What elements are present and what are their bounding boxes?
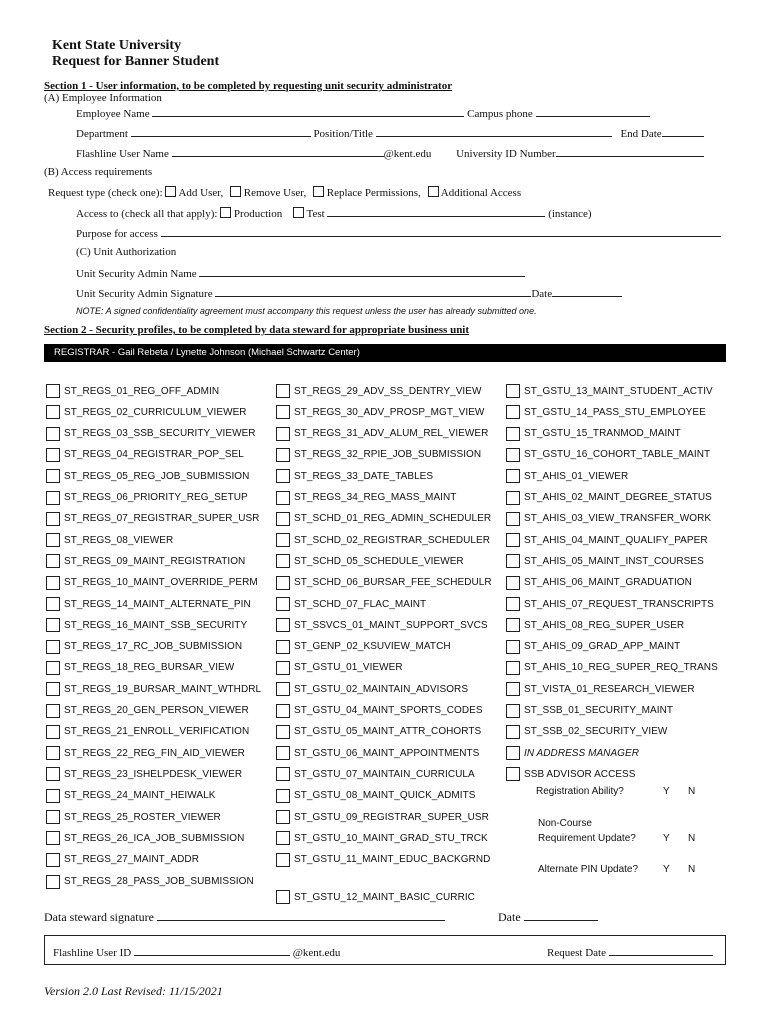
profile-item xyxy=(506,531,708,549)
profile-checkbox[interactable] xyxy=(506,661,520,675)
profile-item xyxy=(46,595,251,613)
profile-item xyxy=(46,659,234,677)
profile-item xyxy=(46,382,219,400)
profile-checkbox[interactable] xyxy=(276,618,290,632)
remove-user-label: Remove User, xyxy=(243,187,307,199)
version-label: Version 2.0 Last Revised: 11/15/2021 xyxy=(44,984,223,998)
profile-label: ST_GSTU_11_MAINT_EDUC_BACKGRND xyxy=(294,854,491,866)
profile-checkbox[interactable] xyxy=(506,576,520,590)
profile-checkbox[interactable] xyxy=(276,448,290,462)
profile-item xyxy=(506,723,667,741)
replace-permissions-label: Replace Permissions, xyxy=(326,187,421,199)
profile-label: IN ADDRESS MANAGER xyxy=(524,747,639,759)
profile-checkbox[interactable] xyxy=(506,554,520,568)
profile-item xyxy=(276,510,491,528)
flashline-user-name-field[interactable] xyxy=(172,146,384,157)
profile-item xyxy=(506,595,714,613)
profile-item xyxy=(276,659,403,677)
profile-item xyxy=(46,829,244,847)
request-type-row xyxy=(48,186,521,199)
data-steward-date-row xyxy=(498,910,598,925)
profile-checkbox[interactable] xyxy=(46,427,60,441)
at-kent-label: @kent.edu xyxy=(383,148,432,160)
profile-checkbox[interactable] xyxy=(276,890,290,904)
profile-label: ST_REGS_14_MAINT_ALTERNATE_PIN xyxy=(64,598,251,610)
add-user-label: Add User, xyxy=(178,187,224,199)
unit-admin-name-field[interactable] xyxy=(199,266,525,277)
employee-info-label: (A) Employee Information xyxy=(44,92,162,104)
data-steward-signature-field[interactable] xyxy=(157,910,445,921)
profile-checkbox[interactable] xyxy=(506,767,520,781)
profile-checkbox[interactable] xyxy=(276,469,290,483)
profile-item xyxy=(506,574,692,592)
profile-label: ST_SCHD_07_FLAC_MAINT xyxy=(294,598,427,610)
profile-label: ST_REGS_25_ROSTER_VIEWER xyxy=(64,811,221,823)
access-to-label: Access to (check all that apply): xyxy=(76,208,218,220)
profile-checkbox[interactable] xyxy=(46,640,60,654)
profile-checkbox[interactable] xyxy=(46,661,60,675)
profile-checkbox[interactable] xyxy=(276,405,290,419)
unit-admin-name-row xyxy=(76,266,525,280)
registration-ability-yes[interactable]: Y xyxy=(663,786,670,797)
confidentiality-note: NOTE: A signed confidentiality agreement must accompany this request unless the user has already submitted one. xyxy=(76,306,537,316)
additional-access-checkbox[interactable] xyxy=(428,186,439,197)
profile-checkbox[interactable] xyxy=(46,554,60,568)
profile-checkbox[interactable] xyxy=(46,746,60,760)
profile-label: ST_GSTU_02_MAINTAIN_ADVISORS xyxy=(294,683,469,695)
university-name: Kent State University xyxy=(52,38,182,53)
non-course-label-2: Requirement Update? xyxy=(538,833,636,844)
profile-item xyxy=(276,382,481,400)
profile-checkbox[interactable] xyxy=(276,789,290,803)
data-steward-date-label: Date xyxy=(498,910,521,924)
profile-label: ST_AHIS_05_MAINT_INST_COURSES xyxy=(524,555,704,567)
department-field[interactable] xyxy=(131,126,311,137)
employee-name-field[interactable] xyxy=(152,106,464,117)
profile-item xyxy=(46,638,242,656)
profile-checkbox[interactable] xyxy=(506,469,520,483)
footer-box xyxy=(44,935,726,965)
profile-item xyxy=(276,595,426,613)
profile-item xyxy=(276,723,481,741)
request-date-row xyxy=(547,945,713,959)
profile-label: ST_GSTU_05_MAINT_ATTR_COHORTS xyxy=(294,726,482,738)
unit-admin-signature-row xyxy=(76,286,622,300)
section2-heading: Section 2 - Security profiles, to be completed by data steward for appropriate business unit xyxy=(44,324,470,336)
profile-item xyxy=(276,489,456,507)
employee-name-label: Employee Name xyxy=(76,108,150,120)
profile-checkbox[interactable] xyxy=(506,427,520,441)
profile-checkbox[interactable] xyxy=(506,640,520,654)
profile-label: ST_REGS_27_MAINT_ADDR xyxy=(64,854,199,866)
profile-label: ST_REGS_23_ISHELPDESK_VIEWER xyxy=(64,768,243,780)
additional-access-label: Additional Access xyxy=(440,187,522,199)
profile-item xyxy=(276,787,476,805)
profile-label: ST_REGS_16_MAINT_SSB_SECURITY xyxy=(64,619,248,631)
profile-checkbox[interactable] xyxy=(46,597,60,611)
profile-label: ST_REGS_01_REG_OFF_ADMIN xyxy=(64,385,220,397)
profile-checkbox[interactable] xyxy=(46,576,60,590)
profile-label: ST_REGS_21_ENROLL_VERIFICATION xyxy=(64,726,250,738)
profile-label: ST_REGS_08_VIEWER xyxy=(64,534,174,546)
profile-label: ST_REGS_22_REG_FIN_AID_VIEWER xyxy=(64,747,245,759)
profile-checkbox[interactable] xyxy=(46,469,60,483)
position-title-label: Position/Title xyxy=(313,128,373,140)
profile-checkbox[interactable] xyxy=(276,725,290,739)
profile-label: ST_SCHD_05_SCHEDULE_VIEWER xyxy=(294,555,464,567)
profile-item xyxy=(276,888,475,906)
profile-label: ST_SSB_01_SECURITY_MAINT xyxy=(524,705,674,716)
profile-checkbox[interactable] xyxy=(276,512,290,526)
position-title-field[interactable] xyxy=(376,126,612,137)
profile-item xyxy=(276,808,489,826)
unit-admin-date-field[interactable] xyxy=(552,286,622,297)
profile-label: ST_GSTU_08_MAINT_QUICK_ADMITS xyxy=(294,790,476,802)
profile-item xyxy=(46,851,199,869)
instance-field[interactable] xyxy=(327,206,545,217)
profile-checkbox[interactable] xyxy=(46,512,60,526)
profile-checkbox[interactable] xyxy=(46,682,60,696)
profile-checkbox[interactable] xyxy=(276,427,290,441)
profile-item xyxy=(276,531,490,549)
profile-checkbox[interactable] xyxy=(506,682,520,696)
unit-authorization-label: (C) Unit Authorization xyxy=(76,246,177,258)
profile-label: ST_GSTU_15_TRANMOD_MAINT xyxy=(524,428,681,440)
instance-label: (instance) xyxy=(548,208,592,220)
profile-item xyxy=(506,765,636,783)
profile-checkbox[interactable] xyxy=(276,831,290,845)
profile-checkbox[interactable] xyxy=(46,853,60,867)
profile-label: ST_SCHD_01_REG_ADMIN_SCHEDULER xyxy=(294,513,492,525)
profile-label: ST_AHIS_09_GRAD_APP_MAINT xyxy=(524,641,681,653)
profile-checkbox[interactable] xyxy=(506,618,520,632)
profile-item xyxy=(46,446,244,464)
profile-item xyxy=(506,659,718,677)
add-user-checkbox[interactable] xyxy=(165,186,176,197)
profile-label: ST_REGS_31_ADV_ALUM_REL_VIEWER xyxy=(294,428,489,440)
request-type-label: Request type (check one): xyxy=(48,187,163,199)
profile-item xyxy=(46,723,249,741)
profile-checkbox[interactable] xyxy=(46,789,60,803)
profile-checkbox[interactable] xyxy=(276,576,290,590)
unit-admin-name-label: Unit Security Admin Name xyxy=(76,268,197,280)
profile-label: ST_GSTU_12_MAINT_BASIC_CURRIC xyxy=(294,891,475,903)
profile-checkbox[interactable] xyxy=(506,384,520,398)
profile-item xyxy=(276,680,468,698)
profile-item xyxy=(46,680,261,698)
profile-label: ST_AHIS_02_MAINT_DEGREE_STATUS xyxy=(524,492,712,503)
profile-item xyxy=(276,744,479,762)
profile-item xyxy=(506,744,639,762)
profile-checkbox[interactable] xyxy=(276,767,290,781)
profile-item xyxy=(506,403,706,421)
profile-label: ST_REGS_20_GEN_PERSON_VIEWER xyxy=(64,705,249,716)
purpose-row xyxy=(76,226,721,240)
profile-label: ST_REGS_10_MAINT_OVERRIDE_PERM xyxy=(64,577,258,589)
profile-item xyxy=(46,531,173,549)
profile-checkbox[interactable] xyxy=(46,618,60,632)
profile-item xyxy=(276,552,464,570)
profile-checkbox[interactable] xyxy=(276,554,290,568)
profile-item xyxy=(276,403,484,421)
profile-item xyxy=(46,765,242,783)
unit-admin-date-label: Date xyxy=(531,288,553,300)
profile-label: ST_REGS_06_PRIORITY_REG_SETUP xyxy=(64,492,248,503)
profile-item xyxy=(506,446,710,464)
profile-item xyxy=(46,467,249,485)
flashline-user-id-field[interactable] xyxy=(134,945,290,956)
profile-label: ST_REGS_04_REGISTRAR_POP_SEL xyxy=(64,449,244,461)
profile-checkbox[interactable] xyxy=(46,384,60,398)
profile-label: ST_REGS_09_MAINT_REGISTRATION xyxy=(64,555,246,567)
profile-label: ST_GSTU_10_MAINT_GRAD_STU_TRCK xyxy=(294,832,488,844)
profile-label: ST_GSTU_14_PASS_STU_EMPLOYEE xyxy=(524,406,706,418)
profile-item xyxy=(46,574,258,592)
profile-item xyxy=(46,702,249,720)
profile-label: ST_GSTU_13_MAINT_STUDENT_ACTIV xyxy=(524,385,713,397)
unit-admin-signature-label: Unit Security Admin Signature xyxy=(76,288,213,300)
profile-label: ST_REGS_03_SSB_SECURITY_VIEWER xyxy=(64,428,256,440)
profile-label: ST_REGS_30_ADV_PROSP_MGT_VIEW xyxy=(294,406,485,418)
unit-admin-signature-field[interactable] xyxy=(215,286,531,297)
flashline-user-id-label: Flashline User ID xyxy=(53,947,132,959)
profile-label: ST_REGS_02_CURRICULUM_VIEWER xyxy=(64,406,247,418)
university-id-label: University ID Number xyxy=(456,148,556,160)
profile-item xyxy=(46,403,247,421)
profile-label: ST_SSB_02_SECURITY_VIEW xyxy=(524,726,668,738)
profile-item xyxy=(506,510,711,528)
profile-item xyxy=(276,574,492,592)
profile-label: ST_SCHD_02_REGISTRAR_SCHEDULER xyxy=(294,534,491,546)
profile-checkbox[interactable] xyxy=(276,640,290,654)
flashline-row xyxy=(76,146,704,160)
profile-label: ST_VISTA_01_RESEARCH_VIEWER xyxy=(524,683,695,695)
footer-flashline-row xyxy=(53,945,340,959)
profile-item xyxy=(506,489,712,507)
profile-checkbox[interactable] xyxy=(276,533,290,547)
employee-name-row xyxy=(76,106,650,120)
profile-label: ST_REGS_26_ICA_JOB_SUBMISSION xyxy=(64,832,245,844)
profile-checkbox[interactable] xyxy=(276,704,290,718)
end-date-field[interactable] xyxy=(662,126,704,137)
profile-label: ST_AHIS_06_MAINT_GRADUATION xyxy=(524,577,692,589)
profile-checkbox[interactable] xyxy=(506,533,520,547)
profile-checkbox[interactable] xyxy=(506,512,520,526)
profile-label: ST_REGS_32_RPIE_JOB_SUBMISSION xyxy=(294,449,482,461)
registrar-bar xyxy=(44,344,726,362)
profile-label: ST_REGS_24_MAINT_HEIWALK xyxy=(64,790,216,802)
profile-item xyxy=(46,808,221,826)
alternate-pin-yes[interactable]: Y xyxy=(663,864,670,875)
profile-label: ST_GENP_02_KSUVIEW_MATCH xyxy=(294,641,451,653)
profile-checkbox[interactable] xyxy=(506,704,520,718)
section1-heading: Section 1 - User information, to be completed by requesting unit security administrator xyxy=(44,80,453,92)
profile-item xyxy=(46,425,256,443)
profile-item xyxy=(276,702,483,720)
non-course-yes[interactable]: Y xyxy=(663,833,670,844)
profile-label: ST_REGS_34_REG_MASS_MAINT xyxy=(294,492,457,503)
profile-item xyxy=(506,702,673,720)
footer-at-kent-label: @kent.edu xyxy=(292,947,341,959)
profile-label: ST_AHIS_01_VIEWER xyxy=(524,470,629,482)
profile-item xyxy=(276,616,488,634)
profile-checkbox[interactable] xyxy=(46,533,60,547)
university-id-field[interactable] xyxy=(556,146,704,157)
profile-checkbox[interactable] xyxy=(46,448,60,462)
purpose-field[interactable] xyxy=(161,226,721,237)
profile-checkbox[interactable] xyxy=(46,704,60,718)
profile-checkbox[interactable] xyxy=(506,405,520,419)
profile-label: ST_REGS_19_BURSAR_MAINT_WTHDRL xyxy=(64,683,262,695)
profile-label: ST_AHIS_03_VIEW_TRANSFER_WORK xyxy=(524,513,712,525)
profile-item xyxy=(46,744,245,762)
non-course-no[interactable]: N xyxy=(688,833,696,844)
department-label: Department xyxy=(76,128,128,140)
replace-permissions-checkbox[interactable] xyxy=(313,186,324,197)
profile-item xyxy=(506,382,713,400)
profile-checkbox[interactable] xyxy=(276,384,290,398)
profile-label: ST_REGS_29_ADV_SS_DENTRY_VIEW xyxy=(294,385,482,397)
profile-checkbox[interactable] xyxy=(46,405,60,419)
profile-item xyxy=(276,446,481,464)
profile-label: ST_AHIS_10_REG_SUPER_REQ_TRANS xyxy=(524,662,718,674)
profile-item xyxy=(276,467,433,485)
profile-checkbox[interactable] xyxy=(46,725,60,739)
profile-checkbox[interactable] xyxy=(276,661,290,675)
profile-checkbox[interactable] xyxy=(506,597,520,611)
profile-checkbox[interactable] xyxy=(46,831,60,845)
profile-item xyxy=(46,873,254,891)
profile-label: ST_GSTU_09_REGISTRAR_SUPER_USR xyxy=(294,811,489,823)
profile-label: ST_AHIS_07_REQUEST_TRANSCRIPTS xyxy=(524,598,714,610)
campus-phone-field[interactable] xyxy=(536,106,650,117)
profile-checkbox[interactable] xyxy=(276,746,290,760)
remove-user-checkbox[interactable] xyxy=(230,186,241,197)
profile-item xyxy=(276,638,451,656)
profile-checkbox[interactable] xyxy=(506,746,520,760)
profile-item xyxy=(276,829,488,847)
profile-checkbox[interactable] xyxy=(276,491,290,505)
profile-checkbox[interactable] xyxy=(46,767,60,781)
registration-ability-no[interactable]: N xyxy=(688,786,696,797)
access-requirements-label: (B) Access requirements xyxy=(44,166,153,178)
profile-item xyxy=(276,425,488,443)
form-title: Request for Banner Student xyxy=(52,54,220,69)
profile-label: ST_REGS_17_RC_JOB_SUBMISSION xyxy=(64,641,243,653)
profile-item xyxy=(506,638,680,656)
profile-label: ST_REGS_18_REG_BURSAR_VIEW xyxy=(64,662,235,674)
profile-checkbox[interactable] xyxy=(276,682,290,696)
profile-label: ST_GSTU_07_MAINTAIN_CURRICULA xyxy=(294,768,475,780)
profile-checkbox[interactable] xyxy=(46,491,60,505)
profile-checkbox[interactable] xyxy=(276,597,290,611)
profile-label: ST_SSVCS_01_MAINT_SUPPORT_SVCS xyxy=(294,619,488,631)
profile-label: ST_AHIS_08_REG_SUPER_USER xyxy=(524,619,685,631)
access-to-row xyxy=(76,206,592,220)
profile-item xyxy=(506,552,704,570)
profile-item xyxy=(46,489,248,507)
profile-label: ST_REGS_28_PASS_JOB_SUBMISSION xyxy=(64,876,254,888)
profile-label: ST_GSTU_01_VIEWER xyxy=(294,662,403,674)
request-date-field[interactable] xyxy=(609,945,713,956)
profile-label: ST_REGS_07_REGISTRAR_SUPER_USR xyxy=(64,513,260,525)
registrar-bar-text: REGISTRAR - Gail Rebeta / Lynette Johnson (Michael Schwartz Center) xyxy=(54,347,360,358)
profile-checkbox[interactable] xyxy=(46,875,60,889)
profile-label: SSB ADVISOR ACCESS xyxy=(524,768,636,780)
data-steward-row xyxy=(44,910,445,925)
profile-item xyxy=(46,616,247,634)
profile-item xyxy=(506,425,681,443)
profile-checkbox[interactable] xyxy=(276,853,290,867)
test-label: Test xyxy=(306,208,325,220)
end-date-label: End Date xyxy=(620,128,662,140)
purpose-label: Purpose for access xyxy=(76,228,158,240)
alternate-pin-no[interactable]: N xyxy=(688,864,696,875)
profile-label: ST_GSTU_16_COHORT_TABLE_MAINT xyxy=(524,449,711,461)
data-steward-signature-label: Data steward signature xyxy=(44,910,154,924)
profile-label: ST_GSTU_06_MAINT_APPOINTMENTS xyxy=(294,747,480,759)
profile-label: ST_REGS_33_DATE_TABLES xyxy=(294,470,434,482)
flashline-user-name-label: Flashline User Name xyxy=(76,148,169,160)
production-label: Production xyxy=(233,208,283,220)
profile-checkbox[interactable] xyxy=(276,810,290,824)
profile-item xyxy=(276,851,490,869)
data-steward-date-field[interactable] xyxy=(524,910,598,921)
registration-ability-label: Registration Ability? xyxy=(536,786,624,797)
department-row xyxy=(76,126,704,140)
profile-checkbox[interactable] xyxy=(506,725,520,739)
profile-item xyxy=(46,510,259,528)
profile-label: ST_REGS_05_REG_JOB_SUBMISSION xyxy=(64,470,250,482)
profile-item xyxy=(506,467,628,485)
test-checkbox[interactable] xyxy=(293,207,304,218)
request-date-label: Request Date xyxy=(547,947,606,959)
non-course-label-1: Non-Course xyxy=(538,818,592,829)
profile-item xyxy=(506,680,695,698)
production-checkbox[interactable] xyxy=(220,207,231,218)
profile-label: ST_SCHD_06_BURSAR_FEE_SCHEDULR xyxy=(294,577,492,589)
profile-item xyxy=(276,765,475,783)
profile-item xyxy=(506,616,684,634)
profile-label: ST_AHIS_04_MAINT_QUALIFY_PAPER xyxy=(524,534,708,546)
profile-item xyxy=(46,552,245,570)
profile-checkbox[interactable] xyxy=(506,491,520,505)
profile-checkbox[interactable] xyxy=(506,448,520,462)
profile-label: ST_GSTU_04_MAINT_SPORTS_CODES xyxy=(294,705,483,716)
alternate-pin-label: Alternate PIN Update? xyxy=(538,864,639,875)
profile-item xyxy=(46,787,215,805)
profile-checkbox[interactable] xyxy=(46,810,60,824)
campus-phone-label: Campus phone xyxy=(467,108,533,120)
